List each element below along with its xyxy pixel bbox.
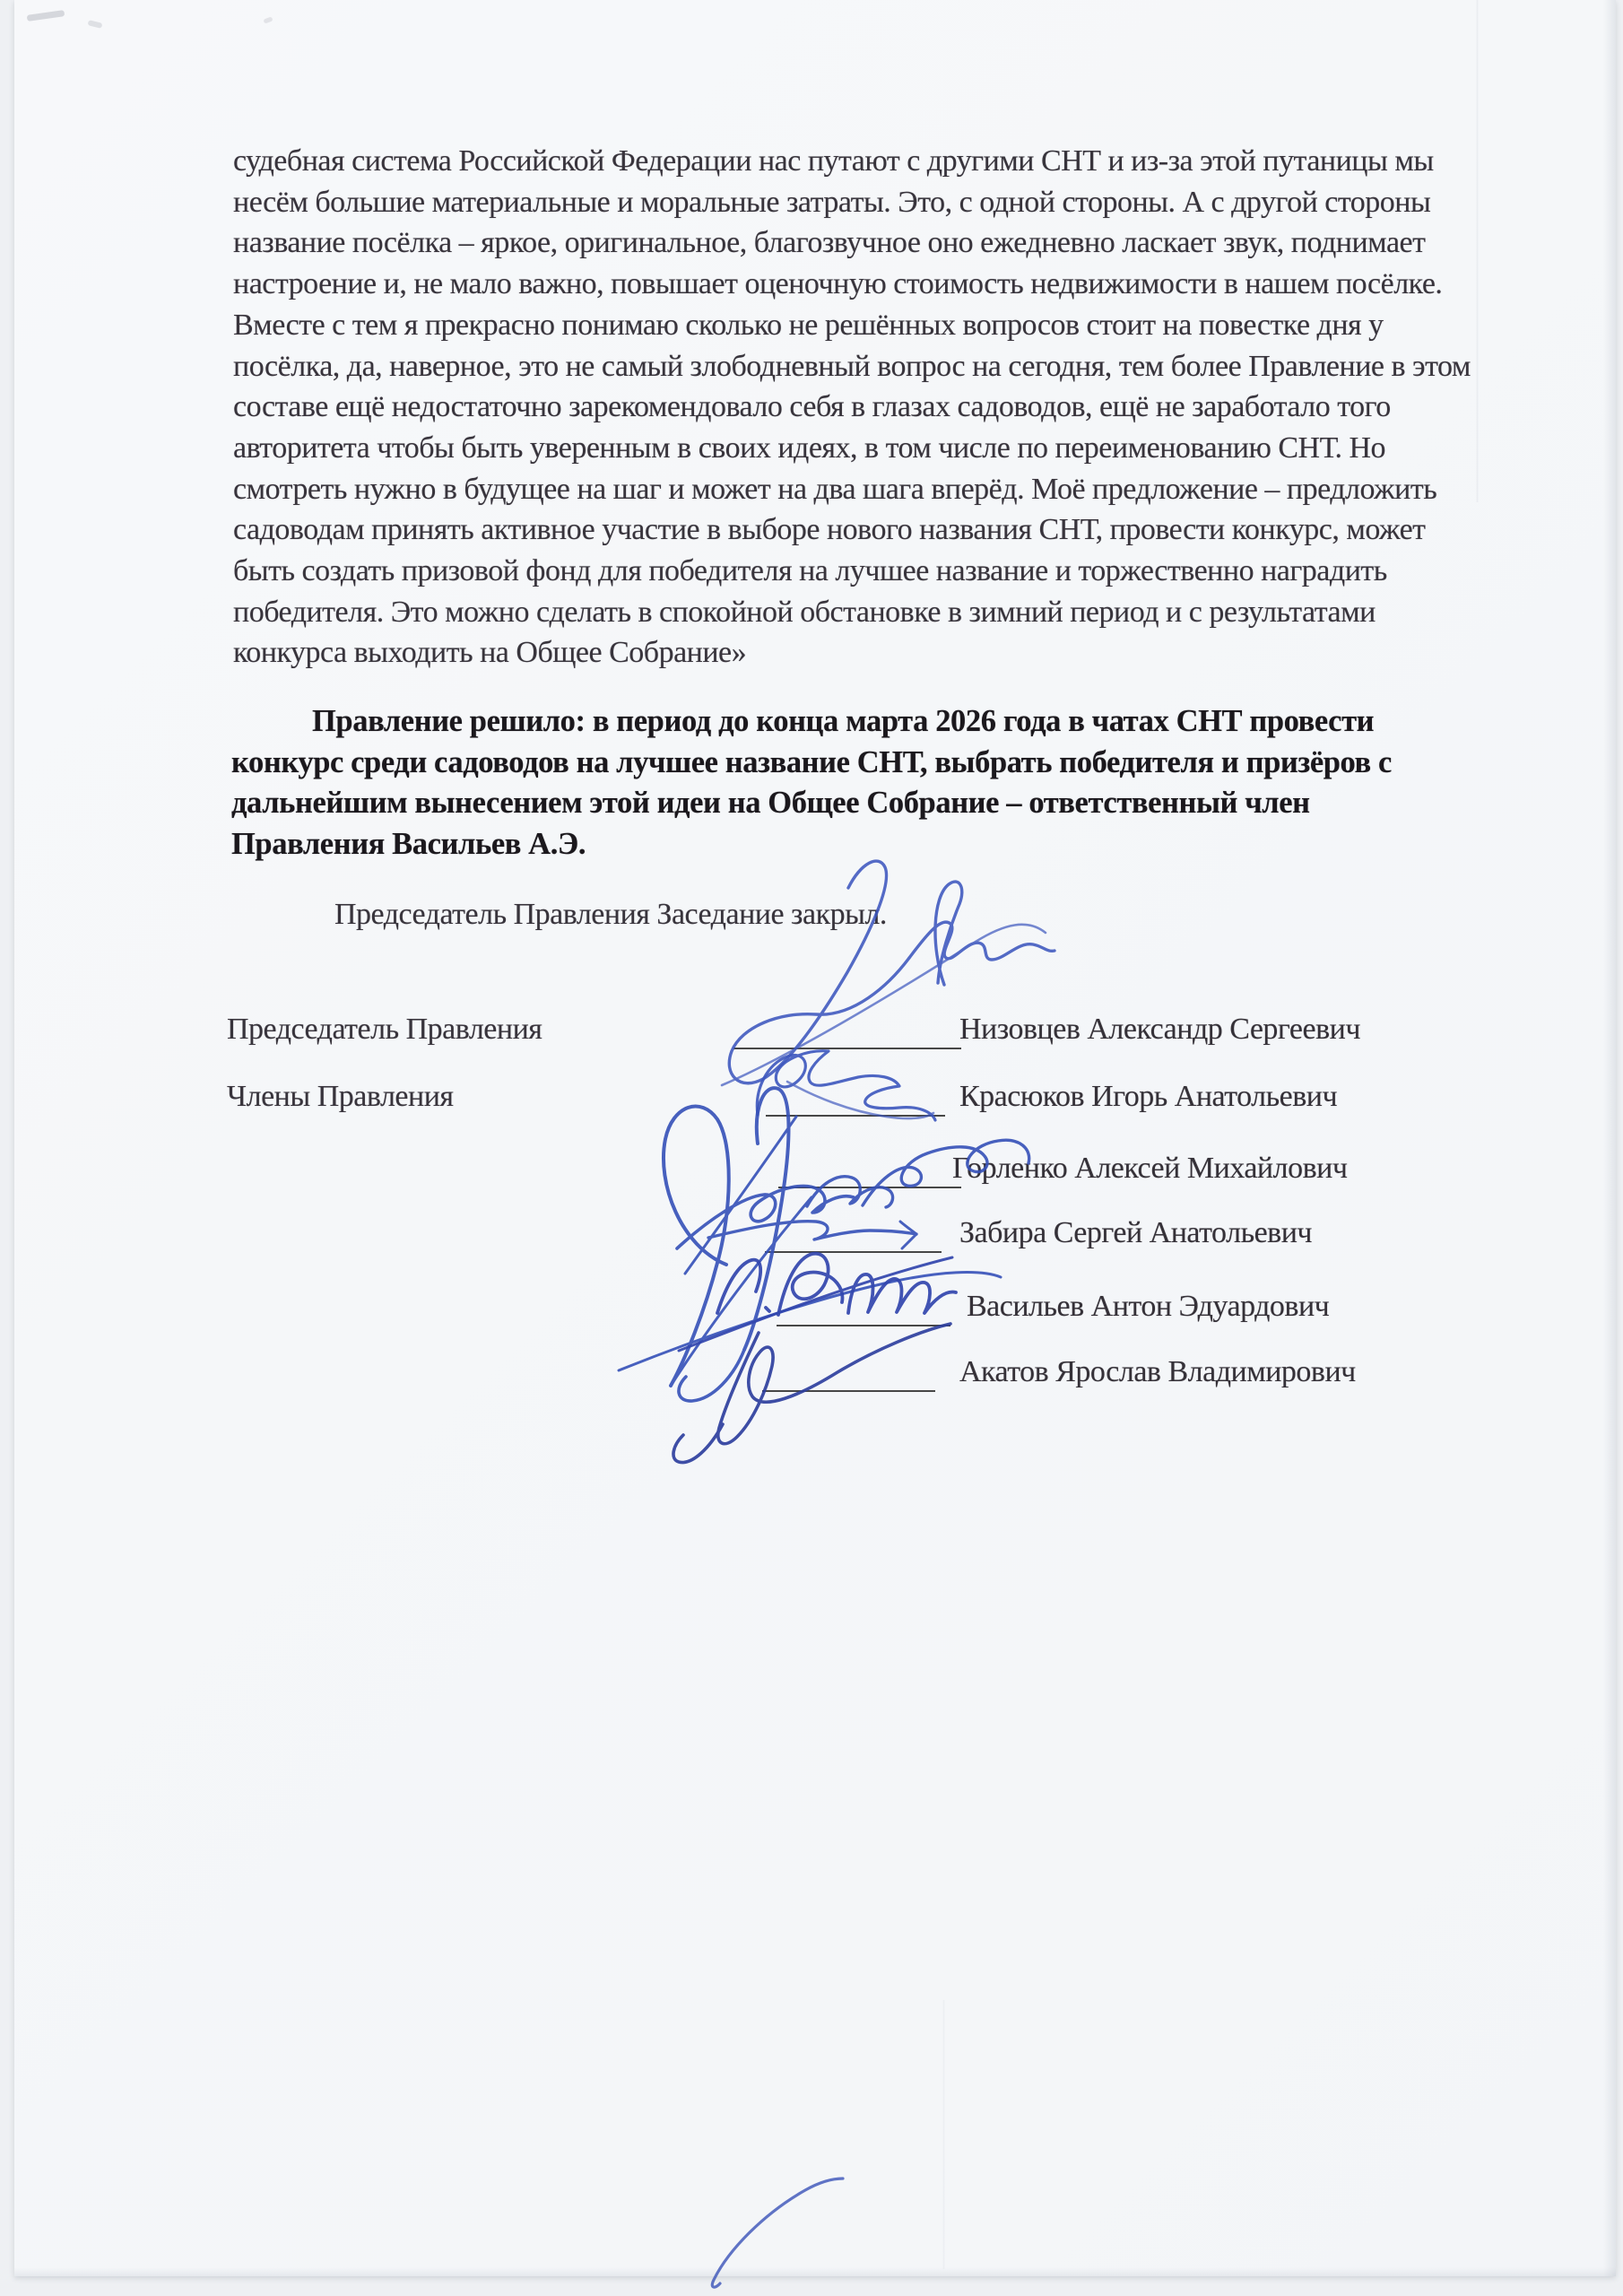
signature-line (765, 1251, 942, 1253)
scan-smudge (263, 16, 273, 23)
signer-name: Горленко Алексей Михайлович (952, 1152, 1348, 1185)
body-paragraph (233, 141, 1471, 674)
paper-crease (942, 2000, 945, 2269)
body-line: садоводам принять активное участие в выборе нового названия СНТ, провести конкурс, может (233, 513, 1426, 547)
signer-name: Низовцев Александр Сергеевич (959, 1013, 1360, 1046)
resolution-line: Правления Васильев А.Э. (231, 827, 586, 862)
resolution-paragraph (231, 701, 1392, 865)
body-line: победителя. Это можно сделать в спокойной обстановке в зимний период и с результатами (233, 595, 1376, 629)
body-line: авторитета чтобы быть уверенным в своих идеях, в том числе по переименованию СНТ. Но (233, 430, 1386, 465)
signature-line (777, 1325, 950, 1326)
signature-line (733, 1048, 961, 1049)
signer-name: Забира Сергей Анатольевич (959, 1216, 1313, 1249)
page-edge-shadow (14, 2267, 1616, 2276)
paper-crease (1476, 0, 1479, 502)
resolution-line: конкурс среди садоводов на лучшее название СНТ, выбрать победителя и призёров с (231, 744, 1392, 779)
body-line: настроение и, не мало важно, повышает оценочную стоимость недвижимости в нашем посёлке. (233, 267, 1443, 301)
signature-line (762, 1390, 935, 1392)
scan-smudge (88, 20, 103, 29)
signature-line (778, 1187, 961, 1188)
body-line: несём большие материальные и моральные затраты. Это, с одной стороны. А с другой стороны (233, 185, 1431, 219)
body-line: быть создать призовой фонд для победителя на лучшее название и торжественно наградить (233, 554, 1387, 588)
body-line: смотреть нужно в будущее на шаг и может на два шага вперёд. Моё предложение – предложить (233, 472, 1437, 506)
body-line: составе ещё недостаточно зарекомендовало себя в глазах садоводов, ещё не заработало того (233, 390, 1391, 424)
signer-name: Акатов Ярослав Владимирович (959, 1355, 1356, 1388)
body-line: конкурса выходить на Общее Собрание» (233, 636, 747, 670)
signer-name: Красюков Игорь Анатольевич (959, 1080, 1338, 1113)
signature-line (766, 1115, 945, 1117)
chairman-label: Председатель Правления (227, 1013, 542, 1046)
members-label: Члены Правления (227, 1080, 454, 1113)
signer-name: Васильев Антон Эдуардович (967, 1290, 1330, 1323)
resolution-line: дальнейшим вынесением этой идеи на Общее Собрание – ответственный член (231, 786, 1310, 821)
body-line: Вместе с тем я прекрасно понимаю сколько не решённых вопросов стоит на повестке дня у (233, 308, 1384, 342)
scan-smudge (27, 10, 65, 22)
closing-line: Председатель Правления Заседание закрыл. (334, 898, 887, 931)
resolution-line: Правление решило: в период до конца марта 2026 года в чатах СНТ провести (312, 704, 1375, 738)
body-line: посёлка, да, наверное, это не самый злободневный вопрос на сегодня, тем более Правление в этом (233, 349, 1471, 383)
page-edge-shadow (1603, 0, 1616, 2276)
body-line: судебная система Российской Федерации нас путают с другими СНТ и из-за этой путаницы мы (233, 144, 1434, 178)
body-line: название посёлка – яркое, оригинальное, благозвучное оно ежедневно ласкает звук, поднимает (233, 226, 1426, 260)
